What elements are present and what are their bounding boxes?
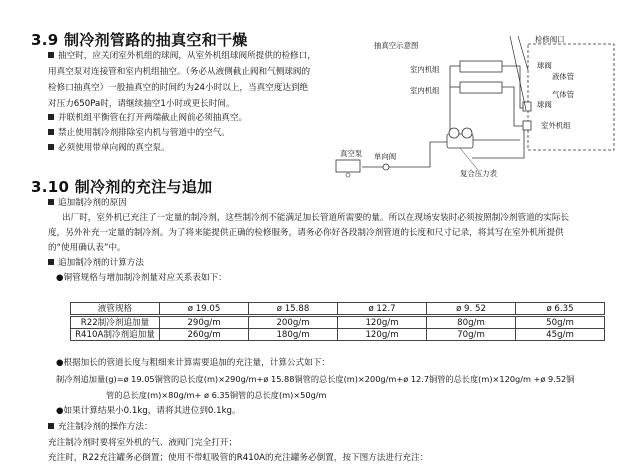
bullet-line: 用真空泵对连接管和室内机组抽空。（务必从液侧截止阀和气侧球阀的 bbox=[48, 67, 311, 77]
bullet-line: 禁止使用制冷剂排除室内机与管道中的空气。 bbox=[58, 128, 230, 138]
ball-valve-icon bbox=[523, 121, 531, 130]
section-3-9-title: 3.9 制冷剂管路的抽真空和干燥 bbox=[31, 31, 248, 49]
calc-heading bbox=[48, 258, 144, 269]
bullet-line: 并联机组平衡管在打开两端截止阀前必须抽真空。 bbox=[58, 113, 248, 123]
square-bullet-icon bbox=[48, 144, 54, 150]
bullet-no-refrigerant-purge bbox=[48, 128, 230, 139]
table-row bbox=[71, 329, 605, 341]
table-header-cell: ø 12.7 bbox=[338, 303, 427, 316]
table-header-cell: ø 9. 52 bbox=[427, 303, 516, 316]
formula-intro: ●根据加长的管道长度与粗细来计算需要追加的充注量，计算公式如下： bbox=[56, 358, 330, 368]
round-note: ●如果计算结果小0.1kg，请将其进位到0.1kg。 bbox=[56, 406, 241, 416]
square-bullet-icon bbox=[48, 199, 54, 205]
label-ball-valve-2: 球阀 bbox=[537, 100, 552, 109]
label-one-way-valve: 单向阀 bbox=[374, 152, 397, 161]
label-indoor-unit-1: 室内机组 bbox=[410, 65, 440, 74]
pressure-gauge-icon bbox=[449, 128, 459, 138]
bullet-vacuum-procedure bbox=[48, 51, 316, 110]
table-header-cell: ø 6.35 bbox=[516, 303, 605, 316]
table-header-cell: ø 15.88 bbox=[249, 303, 338, 316]
diagram-title: 抽真空示意图 bbox=[374, 41, 419, 50]
ball-valve-icon bbox=[523, 102, 531, 111]
table-header-row bbox=[71, 303, 605, 316]
vacuum-pump-icon bbox=[336, 160, 360, 172]
bullet-line: 对压力650Pa时，请继续抽空1小时或更长时间。 bbox=[48, 99, 235, 109]
label-compound-gauge: 复合压力表 bbox=[460, 169, 497, 178]
table-row bbox=[71, 316, 605, 329]
table-header-cell: ø 19.05 bbox=[160, 303, 249, 316]
label-outdoor-unit: 室外机组 bbox=[541, 121, 571, 130]
refrigerant-table bbox=[70, 302, 605, 341]
formula-line-1: 制冷剂追加量(g)=ø 19.05铜管的总长度(m)×290g/m+ø 15.88铜管的总长度(m)×200g/m+ø 12.7铜管的总长度(m)×120g/m +ø 9.52铜 bbox=[56, 374, 575, 384]
table-cell: 290g/m bbox=[160, 316, 249, 329]
reason-line-2: 度，另外补充一定量的制冷剂。为了将来能提供正确的检修服务，请务必你好各段制冷剂管道的长度和尺寸记录，将其写在室外机所提供 bbox=[48, 228, 564, 238]
reason-line-1: 出厂时，室外机已充注了一定量的制冷剂，这些制冷剂不能满足加长管道所需要的量。所以在现场安装时必须按照制冷剂管道的实际长 bbox=[62, 213, 570, 223]
square-bullet-icon bbox=[48, 259, 54, 265]
table-row-header: R22制冷剂追加量 bbox=[71, 316, 160, 329]
square-bullet-icon bbox=[48, 114, 54, 120]
reason-heading-text: 追加制冷剂的原因 bbox=[58, 198, 127, 208]
calc-heading-text: 追加制冷剂的计算方法 bbox=[58, 258, 144, 268]
table-cell: 200g/m bbox=[249, 316, 338, 329]
table-cell: 260g/m bbox=[160, 329, 249, 341]
method-line-2: 充注时，R22充注罐务必倒置；使用不带虹吸管的R410A的充注罐务必倒置，按下图方法进行充注： bbox=[48, 453, 429, 463]
bullet-balance-pipe bbox=[48, 113, 247, 124]
method-heading-text: 充注制冷剂的操作方法： bbox=[58, 422, 153, 432]
reason-line-3: 的“使用确认表”中。 bbox=[48, 243, 126, 253]
label-ball-valve: 球阀 bbox=[537, 61, 552, 70]
formula-line-2: 管的总长度(m)×80g/m+ ø 6.35铜管的总长度(m)×50g/m bbox=[106, 390, 327, 400]
table-header-cell: 液管规格 bbox=[71, 303, 160, 316]
square-bullet-icon bbox=[48, 423, 54, 429]
section-3-10-title: 3.10 制冷剂的充注与追加 bbox=[31, 178, 213, 196]
table-cell: 45g/m bbox=[516, 329, 605, 341]
table-cell: 180g/m bbox=[249, 329, 338, 341]
indoor-unit-box-2 bbox=[460, 82, 502, 93]
label-vacuum-pump: 真空泵 bbox=[340, 149, 363, 158]
label-gas-pipe: 气体管 bbox=[552, 90, 575, 99]
table-cell: 120g/m bbox=[338, 316, 427, 329]
reason-heading bbox=[48, 198, 127, 209]
one-way-valve-icon bbox=[383, 164, 389, 170]
bullet-line: 必须使用带单向阀的真空泵。 bbox=[58, 143, 170, 153]
table-cell: 80g/m bbox=[427, 316, 516, 329]
bullet-line: 抽空时，应关闭室外机组的球阀，从室外机组球阀所提供的检修口， bbox=[58, 51, 316, 61]
pressure-gauge-icon bbox=[462, 128, 472, 138]
method-line-1: 充注制冷剂时要将室外机的气、液阀门完全打开； bbox=[48, 438, 238, 448]
square-bullet-icon bbox=[48, 52, 54, 58]
indoor-unit-box-1 bbox=[460, 61, 502, 72]
bullet-check-valve-pump bbox=[48, 143, 170, 154]
label-indoor-unit-2: 室内机组 bbox=[410, 86, 440, 95]
table-intro: ●铜管规格与增加制冷剂量对应关系表如下： bbox=[56, 273, 227, 283]
square-bullet-icon bbox=[48, 129, 54, 135]
table-row-header: R410A制冷剂追加量 bbox=[71, 329, 160, 341]
bullet-line: 检修口抽真空）一般抽真空的时间约为24小时以上，当真空度达到绝 bbox=[48, 83, 309, 93]
table-cell: 70g/m bbox=[427, 329, 516, 341]
table-cell: 50g/m bbox=[516, 316, 605, 329]
method-heading bbox=[48, 422, 153, 433]
table-cell: 120g/m bbox=[338, 329, 427, 341]
label-liquid-pipe: 液体管 bbox=[552, 72, 575, 81]
label-service-port: 检修阀口 bbox=[535, 35, 565, 44]
